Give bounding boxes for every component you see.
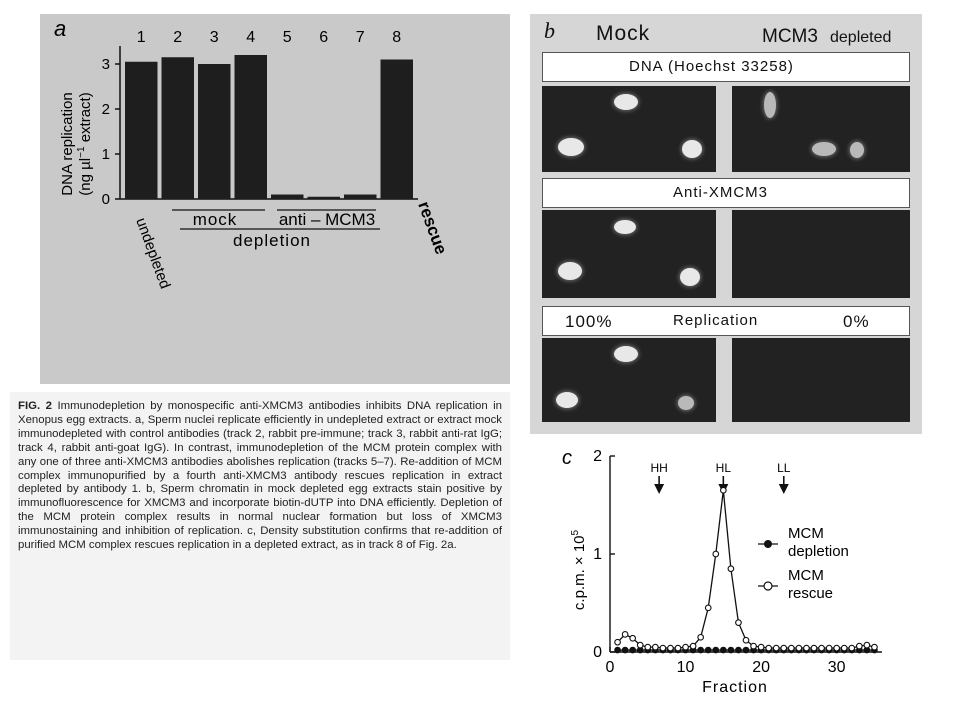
nucleus (682, 140, 702, 158)
x-tick-label: 0 (605, 659, 615, 676)
bar-track-7 (344, 195, 377, 200)
bar-track-1 (125, 62, 158, 199)
legend-depletion-label-1: MCM (788, 525, 824, 542)
track-number: 5 (282, 29, 292, 46)
replication-label-bar (542, 306, 910, 336)
bar-track-2 (162, 57, 195, 199)
point-rescue (713, 551, 719, 557)
dna-label-bar (542, 52, 910, 82)
series (615, 488, 877, 653)
ylabel-line2: (ng µl$^{-1}$ extract) (76, 92, 94, 196)
point-rescue (849, 645, 855, 651)
point-depletion (713, 647, 719, 653)
anti-xmcm3-label: Anti-XMCM3 (673, 184, 769, 201)
point-rescue (743, 637, 749, 643)
point-rescue (645, 644, 651, 650)
point-rescue (668, 645, 674, 651)
point-rescue (766, 645, 772, 651)
y-tick-label: 0 (101, 191, 110, 208)
label-depletion: depletion (232, 231, 312, 250)
legend-rescue-label-2: rescue (788, 585, 834, 602)
point-rescue (615, 639, 621, 645)
point-depletion (615, 647, 621, 653)
point-rescue (872, 644, 878, 650)
nucleus (558, 138, 584, 156)
nucleus (680, 268, 700, 286)
micrograph-depleted-anti (732, 210, 910, 298)
line-chart (522, 440, 908, 710)
legend-rescue-marker (764, 582, 772, 590)
marker-label-ll: LL (777, 461, 791, 475)
label-mock: Mock (596, 22, 651, 45)
point-depletion (736, 647, 742, 653)
y-tick-label: 0 (593, 644, 602, 661)
point-rescue (819, 645, 825, 651)
nucleus (850, 142, 864, 158)
point-rescue (721, 488, 727, 494)
marker-arrow-head (779, 484, 789, 494)
point-depletion (630, 647, 636, 653)
nucleus (764, 92, 776, 118)
marker-label-hl: HL (715, 461, 732, 475)
point-depletion (728, 647, 734, 653)
caption-text: Immunodepletion by monospecific anti-XMCM3 antibodies inhibits DNA replication in Xenopus egg extracts. a, Sperm nuclei replicate efficiently in undepleted extract or extract mock immunodepleted with control antibodies (track 2, rabbit pre-immune; track 3, rabbit anti-rat IgG; track 4, rabbit anti-goat IgG). In contrast, immunodepletion of the MCM protein complex with any one of three anti-XMCM3 antibodies abolishes replication (tracks 5–7). Re-addition of MCM complex immunopurified by a fourth anti-XMCM3 antibody rescues replication in extract depleted by antibody 1. b, Sperm chromatin in mock depleted egg extracts stain positive by immunofluorescence for XMCM3 and incorporate biotin-dUTP into DNA efficiently. Depletion of the MCM protein complex results in normal nuclear formation but loss of XMCM3 immunostaining and inhibition of replication. c, Density substitution confirms that re-addition of purified MCM complex rescues replication in a depleted extract, as in track 8 of Fig. 2a. (18, 400, 503, 552)
nucleus (614, 220, 636, 234)
point-depletion (622, 647, 628, 653)
micrograph-depleted-replication (732, 338, 910, 422)
x-axis-label: Fraction (702, 679, 768, 696)
point-rescue (834, 645, 840, 651)
point-rescue (630, 635, 636, 641)
bar-chart (40, 14, 510, 384)
marker-label-hh: HH (650, 461, 668, 475)
point-rescue (841, 645, 847, 651)
track-number: 1 (136, 29, 146, 46)
nucleus (812, 142, 836, 156)
label-anti-mcm3: anti – MCM3 (278, 210, 376, 229)
track-number: 6 (319, 29, 329, 46)
point-rescue (773, 645, 779, 651)
figure-caption (10, 392, 510, 660)
track-labels (137, 29, 402, 46)
point-depletion (743, 647, 749, 653)
nucleus (614, 94, 638, 110)
y-axis-label (570, 529, 588, 610)
panel-letter-a: a (54, 16, 67, 41)
bar-track-3 (198, 64, 231, 199)
bar-track-8 (381, 60, 414, 200)
point-rescue (683, 644, 689, 650)
label-undepleted: undepleted (132, 215, 174, 292)
ylabel: c.p.m. × $10^5$ (570, 529, 588, 611)
point-rescue (857, 643, 863, 649)
micrograph-mock-anti (542, 210, 716, 298)
nucleus (558, 262, 582, 280)
replication-label: Replication (673, 312, 759, 329)
nucleus (556, 392, 578, 408)
point-rescue (637, 642, 643, 648)
marker-arrow-head (654, 484, 664, 494)
point-rescue (736, 620, 742, 626)
point-depletion (698, 647, 704, 653)
point-rescue (653, 644, 659, 650)
legend-depletion-label-2: depletion (788, 543, 849, 560)
point-rescue (698, 635, 704, 641)
y-tick-label: 1 (593, 546, 602, 563)
point-rescue (660, 645, 666, 651)
y-tick-label: 1 (101, 146, 110, 163)
label-rescue: rescue (414, 198, 451, 257)
caption-fig-label: FIG. 2 (18, 400, 52, 412)
point-depletion (705, 647, 711, 653)
panel-c (522, 440, 908, 710)
caption-paragraph (18, 400, 502, 553)
panel-a (40, 14, 510, 384)
bar-track-5 (271, 195, 304, 200)
track-number: 2 (173, 29, 183, 46)
legend-depletion-marker (764, 540, 772, 548)
y-axis-label (59, 92, 94, 195)
series-line-rescue (618, 490, 875, 648)
point-rescue (728, 566, 734, 572)
panel-letter-b: b (544, 18, 555, 43)
x-tick-label: 10 (676, 659, 695, 676)
point-rescue (690, 643, 696, 649)
pct-left: 100% (565, 312, 613, 331)
label-depleted: depleted (830, 29, 892, 46)
point-rescue (864, 642, 870, 648)
legend (758, 525, 849, 602)
y-tick-label: 3 (101, 56, 110, 73)
point-rescue (705, 605, 711, 611)
micrograph-mock-dna (542, 86, 716, 172)
point-rescue (675, 645, 681, 651)
micrograph-depleted-dna (732, 86, 910, 172)
ylabel-line1: DNA replication (59, 92, 76, 196)
x-tick-label: 20 (752, 659, 771, 676)
point-rescue (781, 645, 787, 651)
panel-letter-c: c (562, 447, 572, 469)
point-rescue (804, 645, 810, 651)
y-tick-label: 2 (101, 101, 110, 118)
point-rescue (811, 645, 817, 651)
label-mcm3: MCM3 (762, 26, 818, 47)
x-tick-label: 30 (827, 659, 846, 676)
legend-rescue-label-1: MCM (788, 567, 824, 584)
panel-b (530, 14, 922, 434)
micrograph-mock-replication (542, 338, 716, 422)
point-rescue (622, 632, 628, 638)
nucleus (678, 396, 694, 410)
point-rescue (758, 644, 764, 650)
point-rescue (751, 643, 757, 649)
track-number: 7 (355, 29, 365, 46)
nucleus (614, 346, 638, 362)
track-number: 4 (246, 29, 256, 46)
track-number: 3 (209, 29, 219, 46)
y-tick-label: 2 (593, 448, 602, 465)
dna-hoechst-label: DNA (Hoechst 33258) (629, 58, 794, 75)
point-rescue (796, 645, 802, 651)
bar-track-6 (308, 197, 341, 199)
label-mock: mock (192, 210, 238, 229)
bars (125, 55, 413, 199)
point-rescue (826, 645, 832, 651)
track-number: 8 (392, 29, 402, 46)
anti-xmcm3-label-bar (542, 178, 910, 208)
bar-track-4 (235, 55, 268, 199)
point-rescue (789, 645, 795, 651)
pct-right: 0% (843, 312, 870, 331)
point-depletion (721, 647, 727, 653)
